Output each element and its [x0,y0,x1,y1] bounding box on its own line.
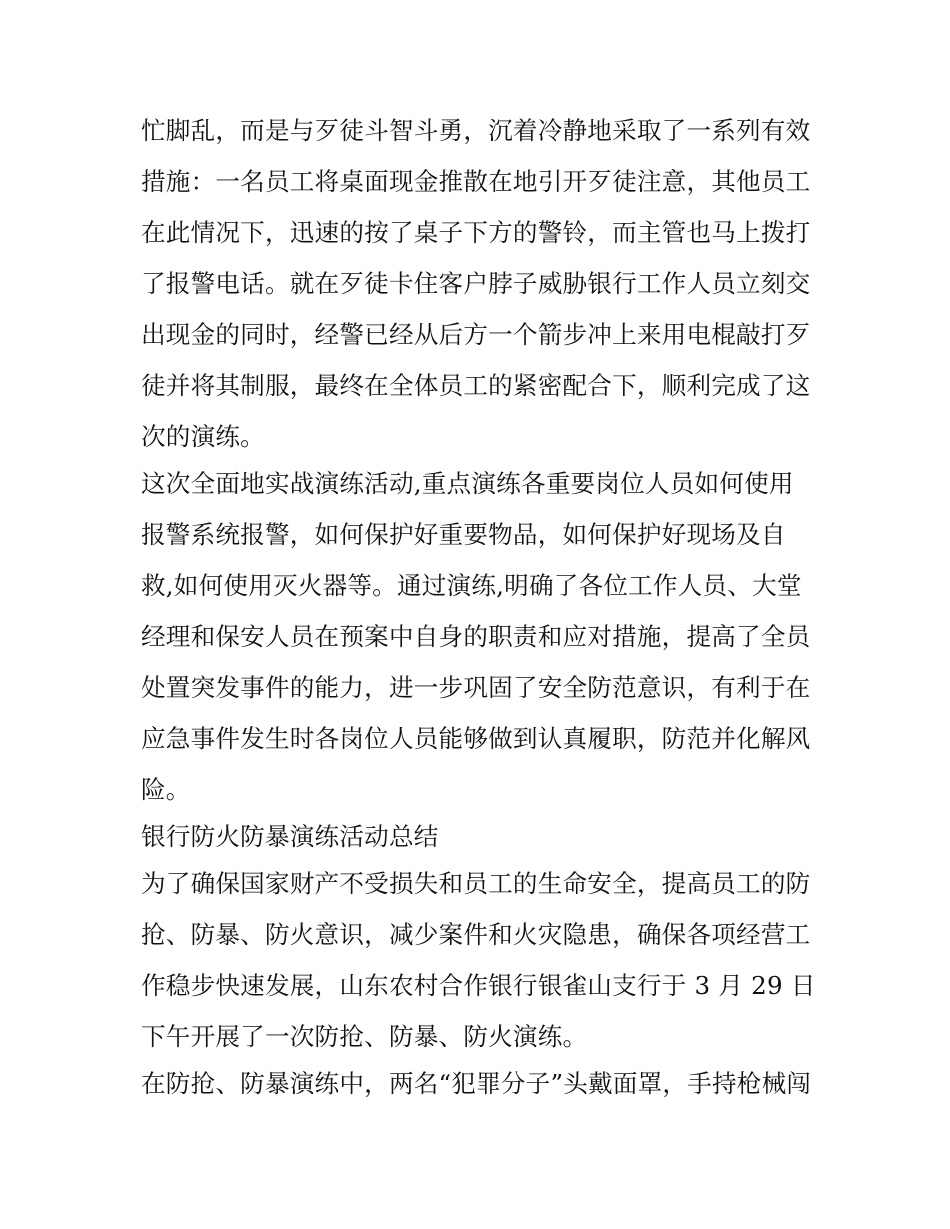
text-line: 处置突发事件的能力，进一步巩固了安全防范意识，有利于在 [141,673,811,702]
text-line: 这次全面地实战演练活动,重点演练各重要岗位人员如何使用 [141,469,794,498]
text-line: 应急事件发生时各岗位人员能够做到认真履职，防范并化解风 [141,724,811,753]
text-line: 报警系统报警，如何保护好重要物品，如何保护好现场及自 [141,520,786,549]
text-line: 作稳步快速发展，山东农村合作银行银雀山支行于 3 月 29 日 [141,971,816,1000]
text-line: 出现金的同时，经警已经从后方一个箭步冲上来用电棍敲打歹 [141,320,811,349]
text-line: 在防抢、防暴演练中，两名“犯罪分子”头戴面罩，手持枪械闯 [141,1069,812,1098]
text-line: 经理和保安人员在预案中自身的职责和应对措施，提高了全员 [141,622,811,651]
document-body [141,109,831,1113]
text-line: 下午开展了一次防抢、防暴、防火演练。 [141,1022,588,1051]
text-line: 措施：一名员工将桌面现金推散在地引开歹徒注意，其他员工 [141,167,811,196]
text-line: 了报警电话。就在歹徒卡住客户脖子威胁银行工作人员立刻交 [141,269,811,298]
text-line: 次的演练。 [141,422,265,451]
text-line: 在此情况下，迅速的按了桌子下方的警铃，而主管也马上拨打 [141,218,811,247]
text-line: 徒并将其制服，最终在全体员工的紧密配合下，顺利完成了这 [141,371,811,400]
text-line: 忙脚乱，而是与歹徒斗智斗勇，沉着冷静地采取了一系列有效 [141,116,811,145]
section-heading: 银行防火防暴演练活动总结 [141,822,439,851]
text-line: 为了确保国家财产不受损失和员工的生命安全，提高员工的防 [141,869,811,898]
text-line: 救,如何使用灭火器等。通过演练,明确了各位工作人员、大堂 [141,571,802,600]
text-line: 险。 [141,775,191,804]
text-line: 抢、防暴、防火意识，减少案件和火灾隐患，确保各项经营工 [141,920,811,949]
